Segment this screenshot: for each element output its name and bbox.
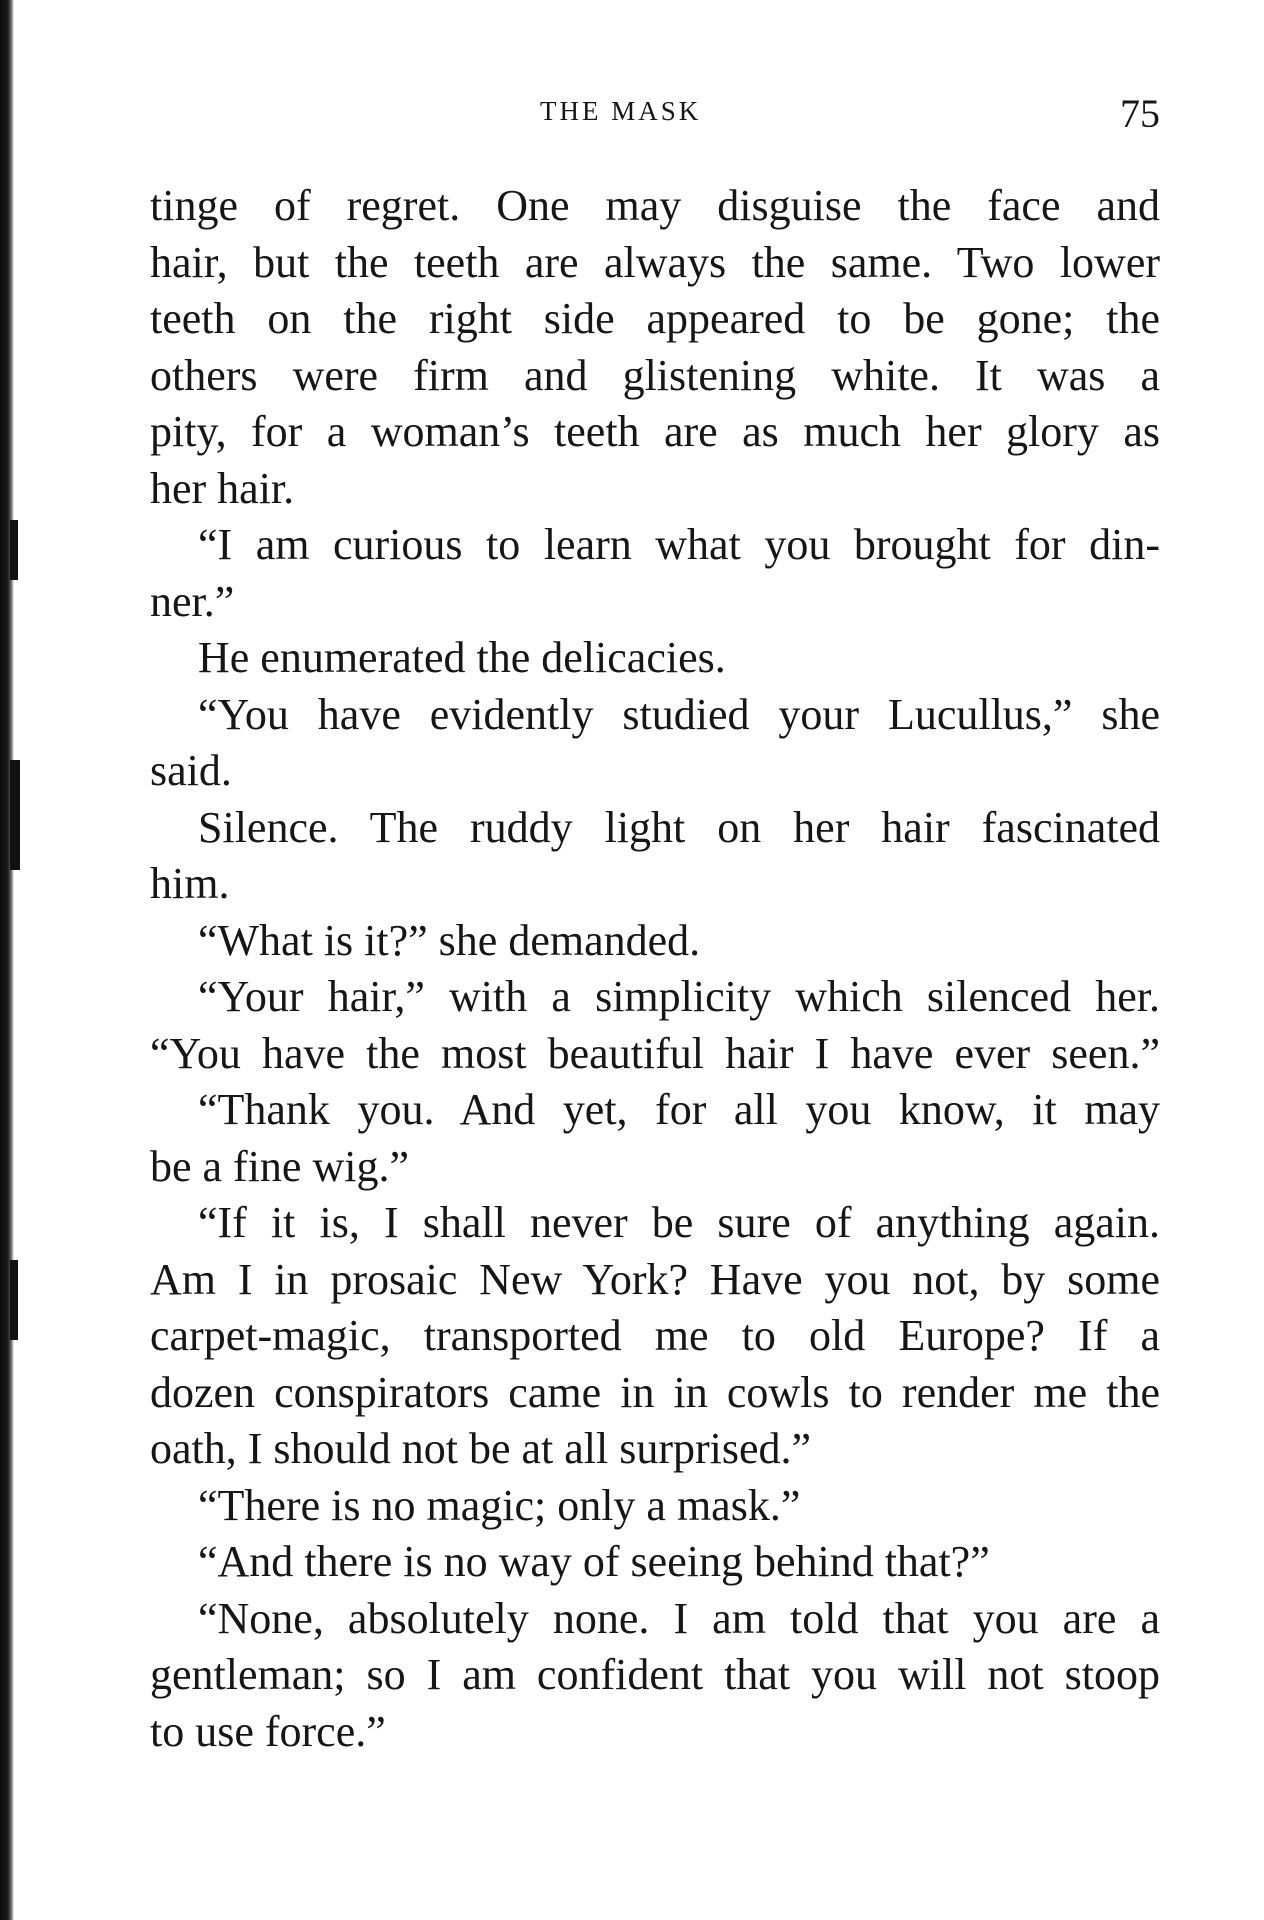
text-line: “Thank you. And yet, for all you know, it may <box>198 1085 1160 1134</box>
text-line: “There is no magic; only a mask.” <box>198 1480 801 1530</box>
text-line: pity, for a woman’s teeth are as much her glory as <box>150 407 1160 456</box>
text-line: Am I in prosaic New York? Have you not, by some <box>150 1254 1160 1304</box>
text-line: tinge of regret. One may disguise the face and <box>150 181 1160 230</box>
text-line: hair, but the teeth are always the same. Two lower <box>150 237 1160 287</box>
text-line: “If it is, I shall never be sure of anything again. <box>198 1198 1160 1247</box>
text-line: be a fine wig.” <box>150 1141 409 1191</box>
running-title: THE MASK <box>540 96 702 126</box>
text-line: “And there is no way of seeing behind that?” <box>198 1537 990 1586</box>
text-line: “You have the most beautiful hair I have ever seen.” <box>150 1028 1160 1078</box>
text-line: her hair. <box>150 463 295 513</box>
text-line: carpet-magic, transported me to old Europe? If a <box>150 1311 1160 1360</box>
text-line: dozen conspirators came in in cowls to render me the <box>150 1367 1160 1417</box>
text-line: “Your hair,” with a simplicity which silenced her. <box>198 972 1160 1021</box>
text-line: oath, I should not be at all surprised.” <box>150 1424 812 1473</box>
running-head <box>150 91 1160 136</box>
text-line: gentleman; so I am confident that you will not stoop <box>150 1650 1160 1699</box>
text-line: “I am curious to learn what you brought for din- <box>198 520 1160 569</box>
text-line: teeth on the right side appeared to be gone; the <box>150 294 1160 343</box>
text-line: to use force.” <box>150 1706 386 1756</box>
page-spine-edge <box>0 0 14 1920</box>
text-line: “None, absolutely none. I am told that you are a <box>198 1593 1160 1643</box>
text-line: him. <box>150 859 230 908</box>
spine-shadow-mark <box>10 520 18 580</box>
text-line: said. <box>150 746 232 795</box>
text-line: “You have evidently studied your Lucullus,” she <box>198 689 1160 739</box>
body-text <box>150 178 1160 1760</box>
text-line: “What is it?” she demanded. <box>198 915 701 965</box>
text-line: ner.” <box>150 576 235 626</box>
text-line: Silence. The ruddy light on her hair fascinated <box>198 802 1160 852</box>
spine-shadow-mark <box>10 1260 18 1340</box>
text-line: He enumerated the delicacies. <box>198 633 726 682</box>
text-line: others were firm and glistening white. It was a <box>150 350 1160 400</box>
spine-shadow-mark <box>10 760 20 870</box>
page-number: 75 <box>1120 91 1160 136</box>
